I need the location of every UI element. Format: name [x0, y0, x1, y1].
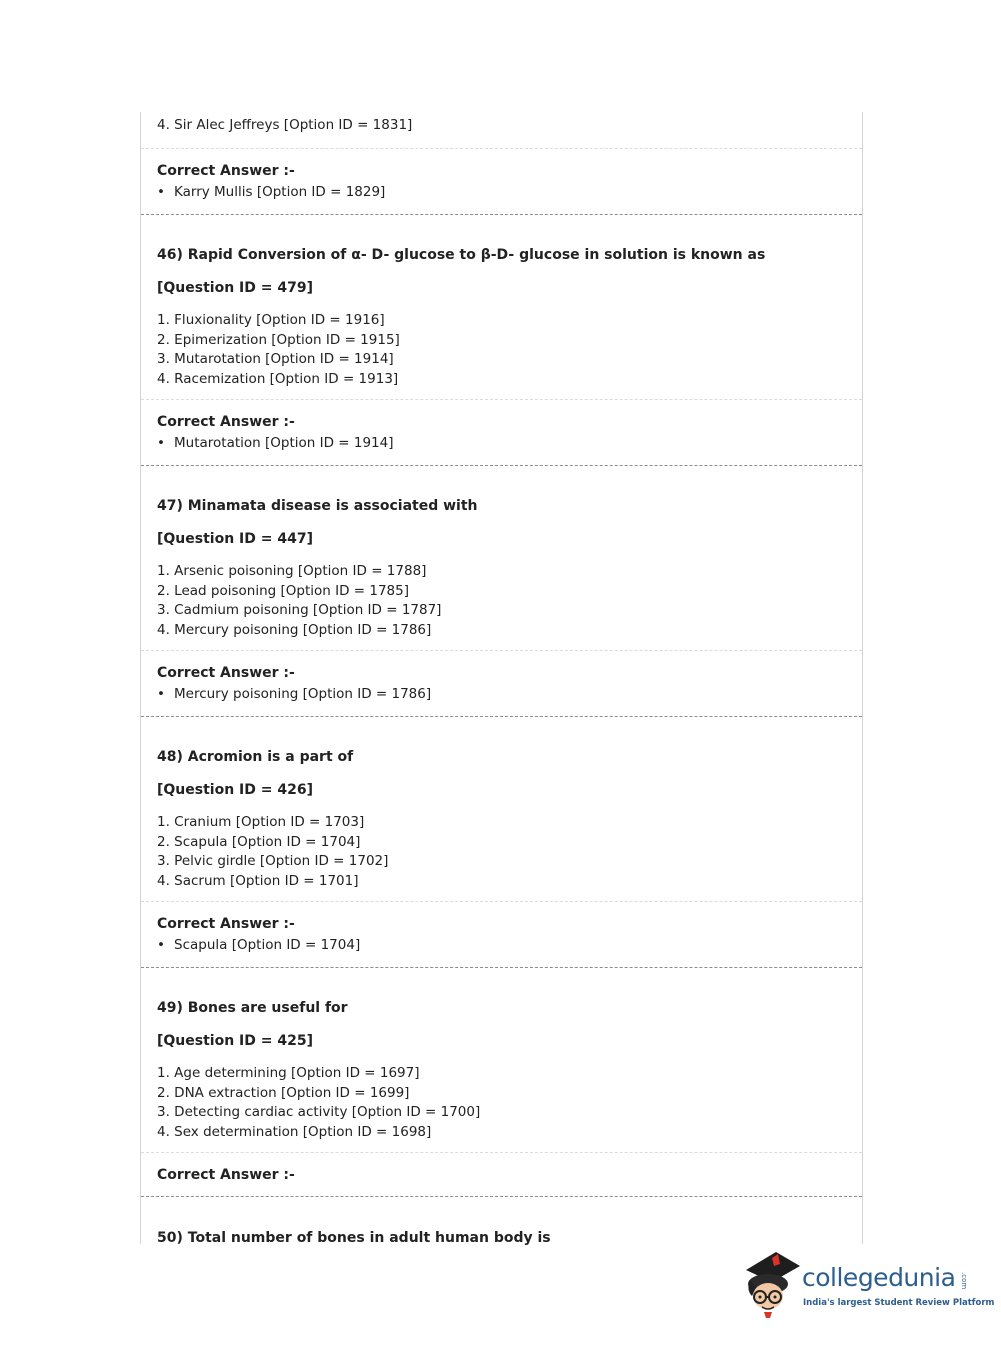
- correct-answer-item: • Mercury poisoning [Option ID = 1786]: [157, 686, 432, 702]
- option-item: 2. Epimerization [Option ID = 1915]: [157, 331, 400, 348]
- correct-answer-block: [141, 1153, 862, 1197]
- question-paper: [140, 112, 863, 1244]
- correct-answer-block: [141, 651, 862, 717]
- question-title: 48) Acromion is a part of: [157, 749, 354, 765]
- correct-answer-label: Correct Answer :-: [157, 665, 295, 681]
- question-id: [Question ID = 479]: [157, 280, 313, 296]
- correct-answer-item: • Scapula [Option ID = 1704]: [157, 937, 361, 953]
- question-id: [Question ID = 425]: [157, 1033, 313, 1049]
- brand-tagline: India's largest Student Review Platform: [803, 1298, 995, 1308]
- option-item: 3. Mutarotation [Option ID = 1914]: [157, 351, 394, 367]
- option-text: 4. Sir Alec Jeffreys [Option ID = 1831]: [157, 117, 413, 133]
- bullet-icon: •: [157, 686, 165, 702]
- question-id: [Question ID = 447]: [157, 531, 313, 547]
- question-block: [141, 466, 862, 651]
- options-list: [157, 297, 862, 389]
- option-item: 2. Lead poisoning [Option ID = 1785]: [157, 582, 409, 599]
- bullet-icon: •: [157, 435, 165, 451]
- options-list: [157, 799, 862, 891]
- bullet-icon: •: [157, 184, 165, 200]
- question-title: 47) Minamata disease is associated with: [157, 498, 478, 514]
- option-item: 2. Scapula [Option ID = 1704]: [157, 833, 361, 850]
- option-item: 2. DNA extraction [Option ID = 1699]: [157, 1084, 410, 1101]
- options-list: [157, 1050, 862, 1142]
- question-block: [141, 1197, 862, 1257]
- correct-answer-label: Correct Answer :-: [157, 916, 295, 932]
- question-block: [141, 215, 862, 400]
- correct-answer-label: Correct Answer :-: [157, 414, 295, 430]
- option-item: [141, 112, 862, 149]
- bullet-icon: •: [157, 937, 165, 953]
- correct-answer-block: [141, 149, 862, 215]
- question-title: 49) Bones are useful for: [157, 1000, 348, 1016]
- correct-answer-item: • Mutarotation [Option ID = 1914]: [157, 435, 394, 451]
- option-item: 4. Sacrum [Option ID = 1701]: [157, 872, 359, 889]
- option-item: 1. Cranium [Option ID = 1703]: [157, 814, 365, 830]
- option-item: 4. Racemization [Option ID = 1913]: [157, 370, 399, 387]
- brand-suffix: .com: [960, 1272, 968, 1290]
- option-item: 3. Detecting cardiac activity [Option ID = 1700]: [157, 1104, 481, 1120]
- brand-name: collegedunia: [802, 1263, 956, 1292]
- correct-answer-label: Correct Answer :-: [157, 1167, 295, 1183]
- question-title: 50) Total number of bones in adult human body is: [157, 1230, 551, 1246]
- option-item: 3. Pelvic girdle [Option ID = 1702]: [157, 853, 389, 869]
- option-item: 1. Fluxionality [Option ID = 1916]: [157, 312, 385, 328]
- options-list: [157, 548, 862, 640]
- question-block: [141, 968, 862, 1153]
- question-id: [Question ID = 426]: [157, 782, 313, 798]
- collegedunia-logo[interactable]: [742, 1250, 995, 1320]
- option-item: 1. Arsenic poisoning [Option ID = 1788]: [157, 563, 427, 579]
- correct-answer-block: [141, 902, 862, 968]
- question-title: 46) Rapid Conversion of α- D- glucose to β-D- glucose in solution is known as: [157, 247, 766, 263]
- option-item: 1. Age determining [Option ID = 1697]: [157, 1065, 420, 1081]
- option-item: 4. Mercury poisoning [Option ID = 1786]: [157, 621, 432, 638]
- option-item: 3. Cadmium poisoning [Option ID = 1787]: [157, 602, 442, 618]
- question-block: [141, 717, 862, 902]
- correct-answer-label: Correct Answer :-: [157, 163, 295, 179]
- option-item: 4. Sex determination [Option ID = 1698]: [157, 1123, 432, 1140]
- correct-answer-item: • Karry Mullis [Option ID = 1829]: [157, 184, 386, 200]
- correct-answer-block: [141, 400, 862, 466]
- graduate-mascot-icon: [742, 1250, 802, 1320]
